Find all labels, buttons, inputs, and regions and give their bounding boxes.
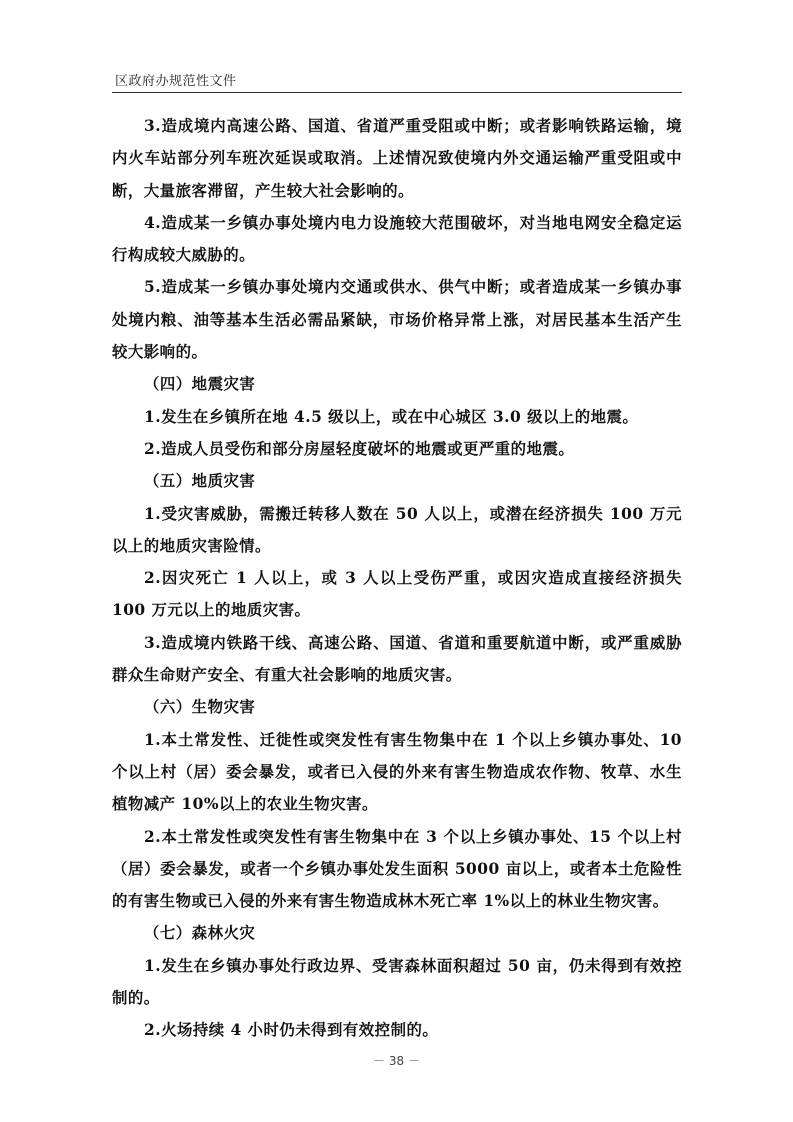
item-earthquake-damage: 2.造成人员受伤和部分房屋轻度破坏的地震或更严重的地震。 [144, 439, 575, 458]
document-body [112, 110, 682, 1047]
section-heading-geological: （五）地质灾害 [144, 472, 256, 491]
item-geological-threat: 1.受灾害威胁，需搬迁转移人数在 50 人以上，或潜在经济损失 100 万元以上的地质灾害险情。 [112, 504, 682, 555]
item-agricultural-pest: 1.本土常发性、迁徙性或突发性有害生物集中在 1 个以上乡镇办事处、10 个以上村（居）委会暴发，或者已入侵的外来有害生物造成农作物、牧草、水生植物减产 10%以上的农业生物灾害。 [112, 730, 682, 814]
item-geological-casualties: 2.因灾死亡 1 人以上，或 3 人以上受伤严重，或因灾造成直接经济损失 100 万元以上的地质灾害。 [112, 569, 682, 620]
header-divider [112, 92, 682, 93]
item-forestry-pest: 2.本土常发性或突发性有害生物集中在 3 个以上乡镇办事处、15 个以上村（居）委会暴发，或者一个乡镇办事处发生面积 5000 亩以上，或者本土危险性的有害生物或已入侵的外来有害生物造成林木死亡率 1%以上的林业生物灾害。 [112, 827, 682, 911]
item-supply-interruption: 5.造成某一乡镇办事处境内交通或供水、供气中断；或者造成某一乡镇办事处境内粮、油等基本生活必需品紧缺，市场价格异常上涨，对居民基本生活产生较大影响的。 [112, 278, 682, 362]
section-heading-earthquake: （四）地震灾害 [144, 375, 256, 394]
item-earthquake-magnitude: 1.发生在乡镇所在地 4.5 级以上，或在中心城区 3.0 级以上的地震。 [144, 407, 639, 426]
page-header-title: 区政府办规范性文件 [115, 74, 237, 89]
section-heading-forest-fire: （七）森林火灾 [144, 924, 256, 943]
section-heading-biological: （六）生物灾害 [144, 698, 256, 717]
item-power-facility-damage: 4.造成某一乡镇办事处境内电力设施较大范围破坏，对当地电网安全稳定运行构成较大威胁的。 [112, 213, 682, 265]
item-fire-boundary: 1.发生在乡镇办事处行政边界、受害森林面积超过 50 亩，仍未得到有效控制的。 [112, 956, 682, 1008]
page-number: － 38 － [373, 1054, 420, 1068]
item-traffic-disruption: 3.造成境内高速公路、国道、省道严重受阻或中断；或者影响铁路运输，境内火车站部分列车班次延误或取消。上述情况致使境内外交通运输严重受阻或中断，大量旅客滞留，产生较大社会影响的。 [112, 117, 682, 200]
item-fire-duration: 2.火场持续 4 小时仍未得到有效控制的。 [144, 1021, 439, 1040]
item-geological-infrastructure: 3.造成境内铁路干线、高速公路、国道、省道和重要航道中断，或严重威胁群众生命财产安全、有重大社会影响的地质灾害。 [112, 633, 682, 685]
